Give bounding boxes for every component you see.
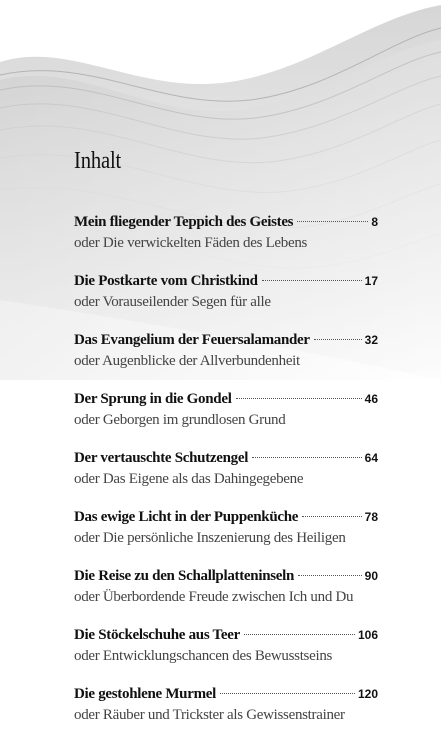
toc-entry-title-line [74, 447, 378, 469]
toc-entry-subtitle: oder Das Eigene als das Dahingegebene [74, 471, 304, 487]
toc-entry-subtitle: oder Augenblicke der Allverbundenheit [74, 353, 300, 369]
toc-entry-title: Die Reise zu den Schallplatteninseln [74, 568, 295, 584]
toc-entry-title: Die Stöckelschuhe aus Teer [74, 627, 240, 643]
toc-entry-title-line [74, 388, 378, 410]
toc-entry[interactable] [74, 506, 378, 552]
toc-entry-subtitle: oder Vorauseilender Segen für alle [74, 294, 271, 310]
toc-entry[interactable] [74, 388, 378, 434]
toc-entry-subtitle: oder Die persönliche Inszenierung des Heiligen [74, 530, 346, 546]
toc-page-number: 106 [357, 628, 378, 642]
toc-entry-title-line [74, 506, 378, 528]
toc-entry-subtitle: oder Überbordende Freude zwischen Ich und Du [74, 589, 354, 605]
toc-entry-title-line [74, 683, 378, 705]
toc-leader-dots [297, 221, 368, 222]
toc-entry-title-line [74, 270, 378, 292]
toc-entry-title-line [74, 624, 378, 646]
toc-page-number: 78 [364, 510, 378, 524]
toc-entry-title-line [74, 329, 378, 351]
toc-entry-title: Das Evangelium der Feuersalamander [74, 332, 310, 348]
toc-entry-title-line [74, 211, 378, 233]
toc-page-number: 8 [371, 215, 378, 229]
toc-entry[interactable] [74, 565, 378, 611]
toc-leader-dots [236, 398, 362, 399]
toc-entry[interactable] [74, 447, 378, 493]
toc-leader-dots [314, 339, 362, 340]
toc-page-number: 17 [364, 274, 378, 288]
toc-leader-dots [244, 634, 355, 635]
toc-entry-title: Die Postkarte vom Christkind [74, 273, 258, 289]
toc-page-number: 46 [364, 392, 378, 406]
toc-entry[interactable] [74, 329, 378, 375]
toc-entry-title: Die gestohlene Murmel [74, 686, 216, 702]
toc-entry-subtitle: oder Räuber und Trickster als Gewissenstrainer [74, 707, 345, 723]
toc-entry-title-line [74, 565, 378, 587]
toc-entry-subtitle: oder Entwicklungschancen des Bewusstseins [74, 648, 333, 664]
toc-leader-dots [302, 516, 362, 517]
toc-page-number: 90 [364, 569, 378, 583]
toc-entry[interactable] [74, 624, 378, 670]
toc-leader-dots [252, 457, 362, 458]
toc-entry-subtitle: oder Die verwickelten Fäden des Lebens [74, 235, 308, 251]
toc-leader-dots [298, 575, 362, 576]
toc-leader-dots [262, 280, 362, 281]
toc-entry-title: Das ewige Licht in der Puppenküche [74, 509, 299, 525]
toc-entry-subtitle: oder Geborgen im grundlosen Grund [74, 412, 286, 428]
page-title: Inhalt [74, 148, 122, 174]
toc-entry-title: Der Sprung in die Gondel [74, 391, 232, 407]
toc-entry-title: Mein fliegender Teppich des Geistes [74, 214, 294, 230]
toc-page-number: 64 [364, 451, 378, 465]
toc-page-number: 32 [364, 333, 378, 347]
toc-leader-dots [220, 693, 355, 694]
toc-entry[interactable] [74, 211, 378, 257]
toc-entry-title: Der vertauschte Schutzengel [74, 450, 249, 466]
toc-page-number: 120 [357, 687, 378, 701]
toc-entry[interactable] [74, 270, 378, 316]
toc-entry[interactable] [74, 683, 378, 729]
